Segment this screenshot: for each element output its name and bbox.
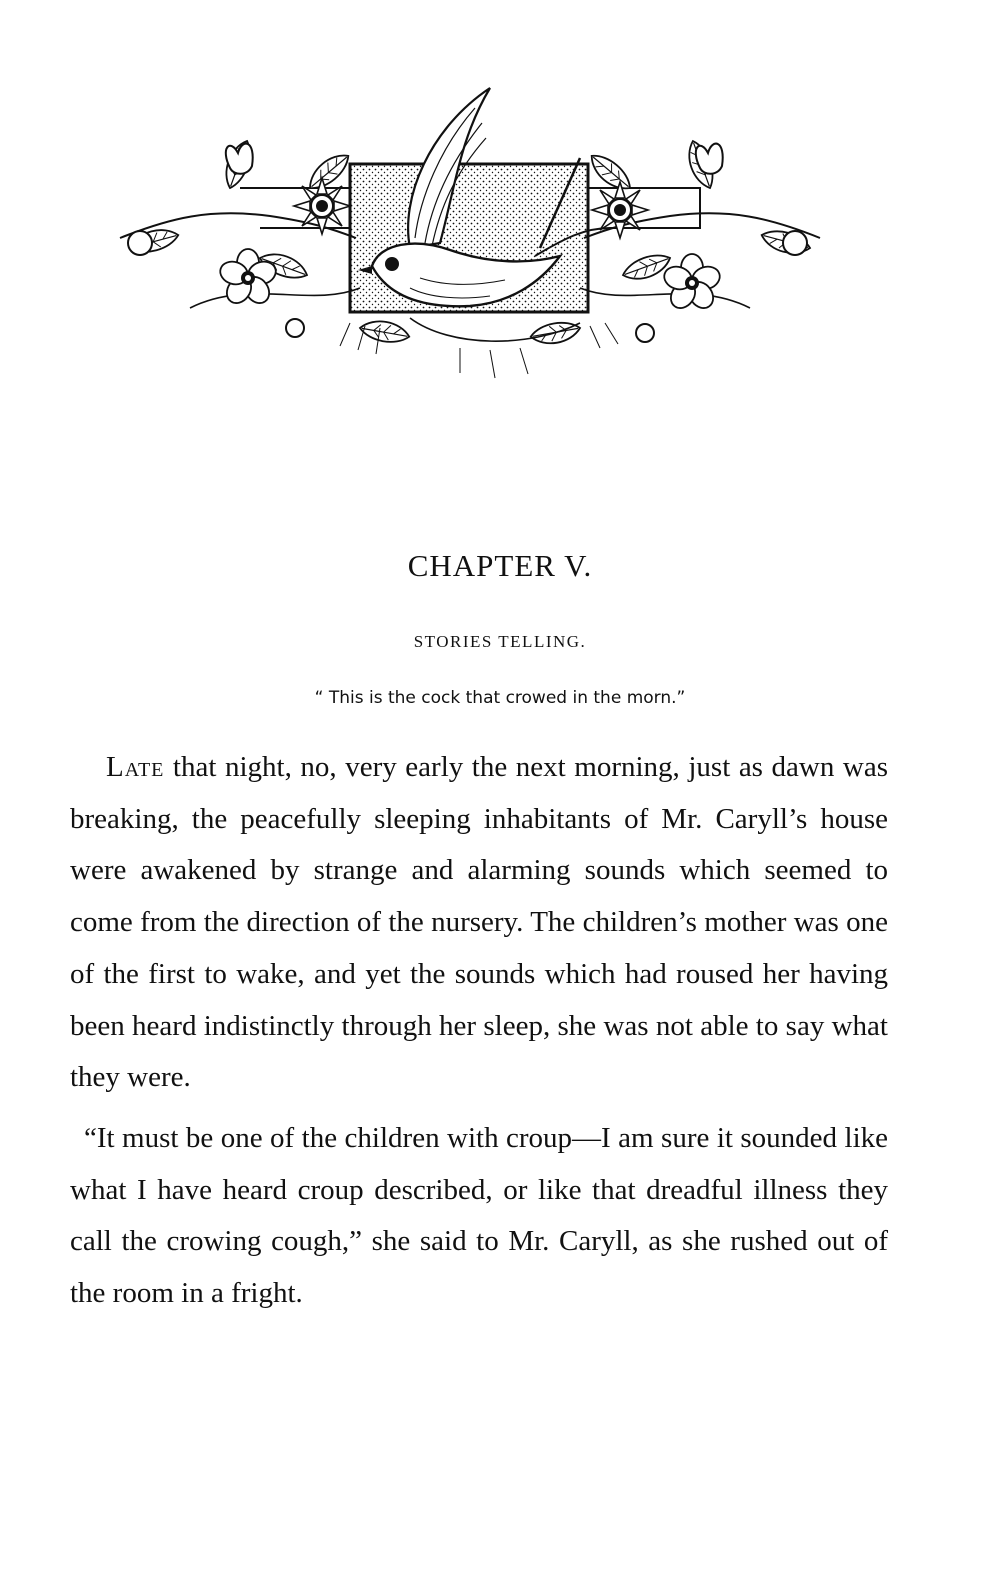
lead-word: Late: [106, 751, 165, 783]
epigraph: “ This is the cock that crowed in the morn.”: [314, 688, 686, 708]
chapter-title: CHAPTER V.: [407, 548, 593, 583]
bird-and-flowers-icon: [110, 78, 830, 388]
chapter-subtitle: STORIES TELLING.: [413, 632, 587, 651]
paragraph-1-text: that night, no, very early the next morning, just as dawn was breaking, the peacefully sleeping inhabitants of Mr. Caryll’s house were awakened by strange and alarming sounds which seemed to come from the direction of the nursery. The children’s mother was one of the first to wake, and yet the sounds which had roused her having been heard indistinctly through her sleep, she was not able to say what they were.: [70, 751, 888, 1094]
paragraph-2: “It must be one of the children with croup—I am sure it sounded like what I have heard croup described, or like that dreadful illness they call the crowing cough,” she said to Mr. Caryll, as she rushed out of the room in a fright.: [70, 1121, 888, 1310]
body-text: [70, 742, 888, 1320]
paragraph-1: [70, 742, 888, 1104]
